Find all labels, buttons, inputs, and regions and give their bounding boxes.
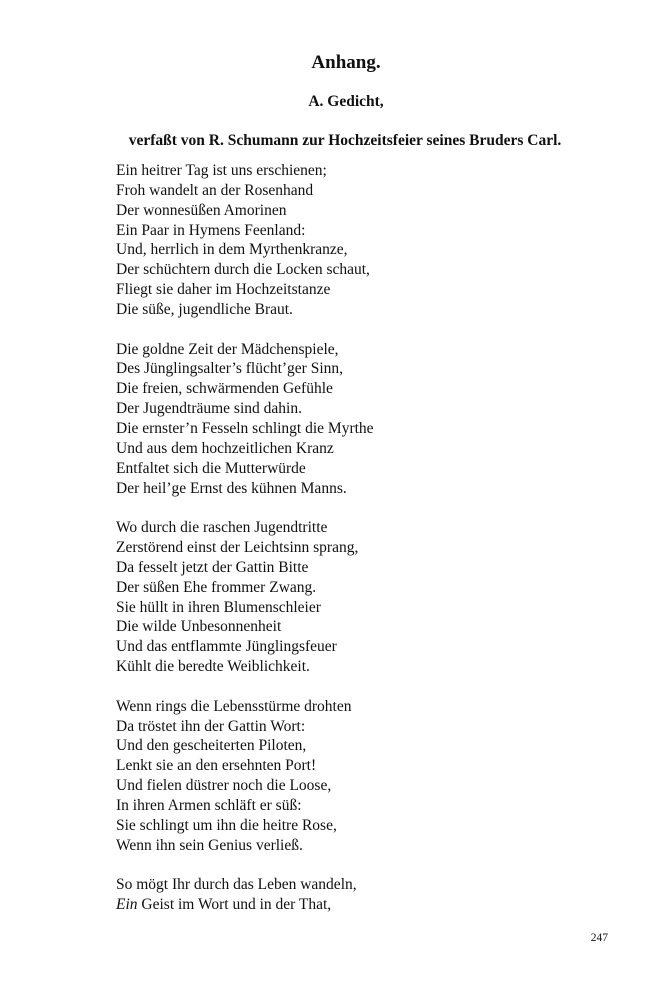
poem-line: Und aus dem hochzeitlichen Kranz	[116, 439, 334, 457]
poem-line: Zerstörend einst der Leichtsinn sprang,	[116, 539, 359, 557]
poem-line: Der süßen Ehe frommer Zwang.	[116, 578, 317, 596]
poem-line: Da fesselt jetzt der Gattin Bitte	[116, 558, 309, 576]
stanza-2	[116, 340, 616, 499]
section-heading: A. Gedicht,	[308, 93, 384, 110]
poem-line: Sie hüllt in ihren Blumenschleier	[116, 598, 321, 616]
poem-line: So mögt Ihr durch das Leben wandeln,	[116, 876, 357, 894]
page-title: Anhang.	[311, 52, 381, 73]
poem-line: Der heil’ge Ernst des kühnen Manns.	[116, 479, 347, 497]
poem-line: Wenn rings die Lebensstürme drohten	[116, 697, 352, 715]
poem-line: Der Jugendträume sind dahin.	[116, 400, 302, 418]
poem-line: Wo durch die raschen Jugendtritte	[116, 519, 328, 537]
poem-line: Der wonnesüßen Amorinen	[116, 201, 287, 219]
poem-line: Kühlt die beredte Weiblichkeit.	[116, 658, 310, 676]
poem	[116, 161, 616, 935]
poem-line: Ein heitrer Tag ist uns erschienen;	[116, 162, 327, 179]
stanza-4	[116, 697, 616, 856]
poem-line: Die freien, schwärmenden Gefühle	[116, 380, 333, 398]
poem-line: Lenkt sie an den ersehnten Port!	[116, 757, 317, 775]
line-remainder: Geist im Wort und in der That,	[137, 896, 332, 914]
poem-line: Die goldne Zeit der Mädchenspiele,	[116, 340, 339, 358]
poem-line: Und das entflammte Jünglingsfeuer	[116, 638, 337, 656]
poem-line: Des Jünglingsalter’s flücht’ger Sinn,	[116, 360, 344, 378]
poem-line: Fliegt sie daher im Hochzeitstanze	[116, 281, 331, 299]
section-caption: verfaßt von R. Schumann zur Hochzeitsfeier seines Bruders Carl.	[128, 132, 562, 149]
poem-line: Die ernster’n Fesseln schlingt die Myrthe	[116, 419, 374, 437]
poem-line: Wenn ihn sein Genius verließ.	[116, 836, 303, 854]
stanza-1	[116, 161, 616, 320]
poem-line: Und fielen düstrer noch die Loose,	[116, 777, 332, 795]
poem-line: Froh wandelt an der Rosenhand	[116, 181, 314, 199]
poem-line: Die süße, jugendliche Braut.	[116, 300, 293, 318]
poem-line: In ihren Armen schläft er süß:	[116, 797, 302, 814]
poem-line: Ein Paar in Hymens Feenland:	[116, 221, 306, 239]
stanza-5	[116, 875, 616, 915]
poem-line-final	[116, 895, 616, 915]
stanza-3	[116, 518, 616, 677]
poem-line: Entfaltet sich die Mutterwürde	[116, 459, 306, 477]
emphasized-word: Ein	[116, 896, 138, 914]
poem-line: Und, herrlich in dem Myrthenkranze,	[116, 241, 348, 259]
poem-line: Die wilde Unbesonnenheit	[116, 618, 282, 636]
poem-line: Der schüchtern durch die Locken schaut,	[116, 261, 370, 279]
poem-line: Sie schlingt um ihn die heitre Rose,	[116, 816, 337, 834]
poem-line: Da tröstet ihn der Gattin Wort:	[116, 717, 306, 735]
poem-line: Und den gescheiterten Piloten,	[116, 737, 307, 755]
page-number: 247	[590, 932, 608, 944]
